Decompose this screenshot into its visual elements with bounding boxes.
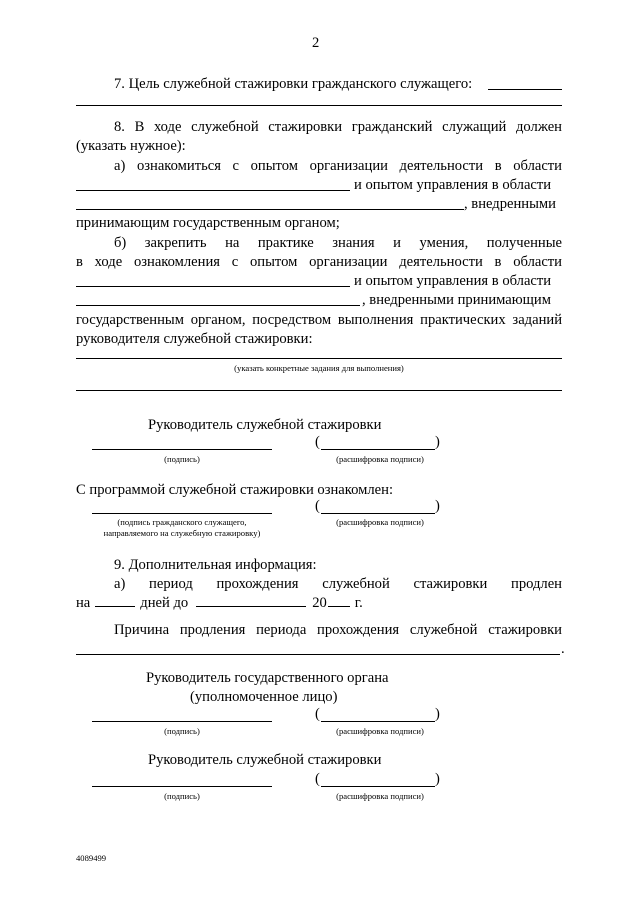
head-open-paren: ( — [315, 706, 320, 722]
supervisor2-title: Руководитель служебной стажировки — [148, 752, 382, 768]
head-decoding-line[interactable] — [321, 721, 435, 722]
item9-days-text: дней до — [140, 595, 189, 611]
footer-code: 4089499 — [76, 853, 107, 863]
tasks-blank-line1[interactable] — [76, 358, 562, 359]
item8-b-line5: государственным органом, посредством выполнения практических заданий — [76, 312, 562, 328]
item8-line1: 8. В ходе служебной стажировки гражданский служащий должен — [114, 119, 562, 135]
acquainted-open-paren: ( — [315, 498, 320, 514]
item7-blank-line[interactable] — [76, 105, 562, 106]
item8-b-line1: б) закрепить на практике знания и умения, полученные — [114, 235, 562, 251]
item9-days-blank[interactable] — [95, 594, 135, 607]
head-signature-line[interactable] — [92, 721, 272, 722]
acquainted-decoding-caption: (расшифровка подписи) — [336, 517, 424, 527]
item9-reason: Причина продления периода прохождения служебной стажировки — [114, 622, 562, 638]
acquainted-decoding-line[interactable] — [321, 513, 435, 514]
item7-text: 7. Цель служебной стажировки гражданского служащего: — [114, 76, 473, 92]
item8-b-blank1[interactable] — [76, 286, 350, 287]
item9-g-text: г. — [354, 595, 363, 611]
item9-year-blank[interactable] — [328, 594, 350, 607]
acquainted-title: С программой служебной стажировки ознакомлен: — [76, 482, 394, 498]
item8-b-line6: руководителя служебной стажировки: — [76, 331, 313, 347]
supervisor1-signature-line[interactable] — [92, 449, 272, 450]
supervisor2-open-paren: ( — [315, 771, 320, 787]
item9-date-blank[interactable] — [196, 594, 306, 607]
supervisor1-decoding-line[interactable] — [321, 449, 435, 450]
item7-blank-inline[interactable] — [488, 89, 562, 90]
item8-a-blank2[interactable] — [76, 209, 464, 210]
acquainted-signature-caption-1: (подпись гражданского служащего, — [117, 517, 247, 527]
item9-title: 9. Дополнительная информация: — [114, 557, 317, 573]
item8-a-line4: принимающим государственным органом; — [76, 215, 340, 231]
supervisor1-title: Руководитель служебной стажировки — [148, 417, 382, 433]
head-decoding-caption: (расшифровка подписи) — [336, 726, 424, 736]
supervisor2-decoding-line[interactable] — [321, 786, 435, 787]
supervisor2-signature-caption: (подпись) — [164, 791, 200, 801]
acquainted-signature-line[interactable] — [92, 513, 272, 514]
supervisor1-signature-caption: (подпись) — [164, 454, 200, 464]
page-number: 2 — [312, 35, 320, 51]
tasks-blank-line2[interactable] — [76, 390, 562, 391]
head-signature-caption: (подпись) — [164, 726, 200, 736]
item9-a-line2 — [76, 594, 363, 612]
item8-a-line1: а) ознакомиться с опытом организации деятельности в области — [114, 158, 562, 174]
item8-b-blank2[interactable] — [76, 305, 360, 306]
acquainted-close-paren: ) — [435, 498, 440, 514]
supervisor2-decoding-caption: (расшифровка подписи) — [336, 791, 424, 801]
tasks-caption: (указать конкретные задания для выполнения) — [234, 363, 404, 373]
item8-a-line2-tail: и опытом управления в области — [354, 177, 552, 193]
item9-a-line1: а) период прохождения служебной стажировки продлен — [114, 576, 562, 592]
supervisor1-close-paren: ) — [435, 434, 440, 450]
item8-b-line2: в ходе ознакомления с опытом организации деятельности в области — [76, 254, 562, 270]
item8-b-line3-tail: и опытом управления в области — [354, 273, 552, 289]
supervisor1-decoding-caption: (расшифровка подписи) — [336, 454, 424, 464]
head-title-line2: (уполномоченное лицо) — [190, 689, 338, 705]
supervisor2-close-paren: ) — [435, 771, 440, 787]
item9-reason-end: . — [561, 641, 565, 657]
item9-year-text: 20 — [312, 595, 327, 611]
item8-line2: (указать нужное): — [76, 138, 186, 154]
item8-a-line3-tail: , внедренными — [464, 196, 556, 212]
item8-a-blank1[interactable] — [76, 190, 350, 191]
item9-reason-line[interactable] — [76, 654, 560, 655]
supervisor1-open-paren: ( — [315, 434, 320, 450]
head-close-paren: ) — [435, 706, 440, 722]
item9-na: на — [76, 595, 91, 611]
item8-b-line4-tail: , внедренными принимающим — [362, 292, 551, 308]
acquainted-signature-caption-2: направляемого на служебную стажировку) — [103, 528, 261, 538]
head-title-line1: Руководитель государственного органа — [146, 670, 389, 686]
supervisor2-signature-line[interactable] — [92, 786, 272, 787]
